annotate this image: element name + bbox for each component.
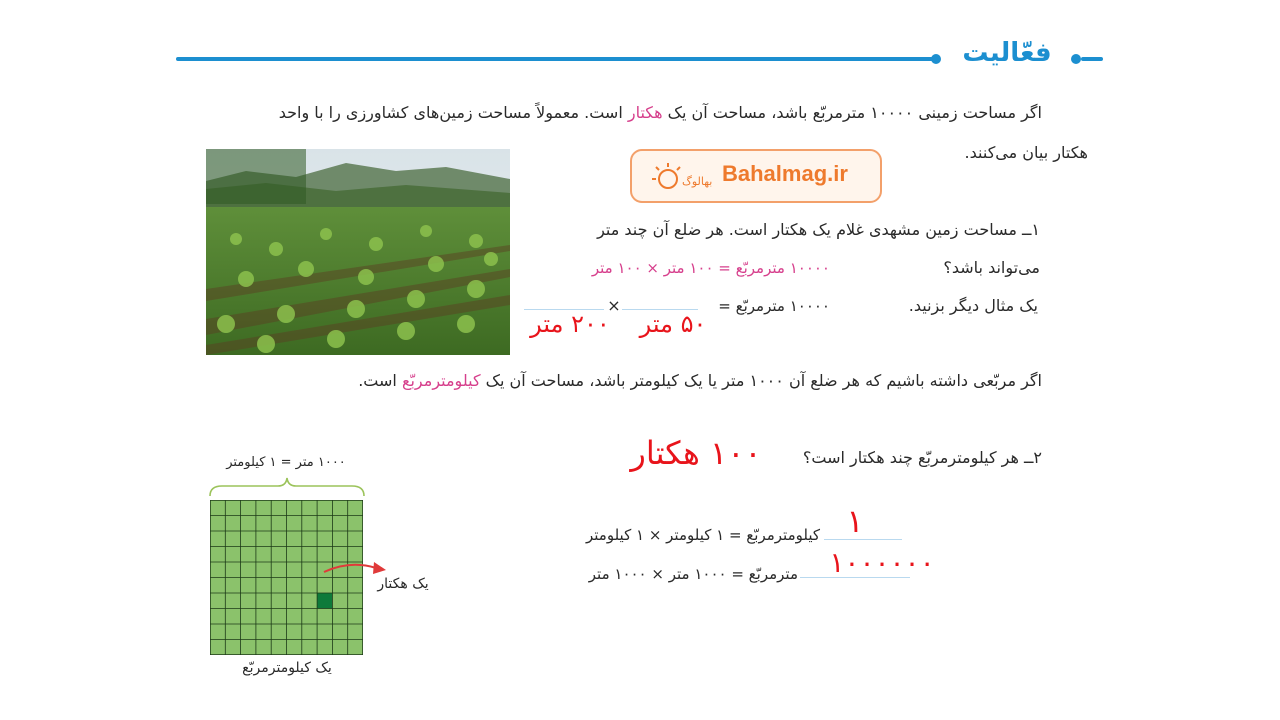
farm-field-photo xyxy=(206,149,510,355)
header-rule-tail xyxy=(1081,57,1103,61)
km-line-b: است. xyxy=(358,371,402,390)
watermark-badge xyxy=(630,149,882,203)
q2-equation-2: مترمربّع = ۱۰۰۰ متر × ۱۰۰۰ متر xyxy=(588,565,798,583)
header-dot-right xyxy=(1071,54,1081,64)
km-square-line xyxy=(330,369,1042,393)
q1-line-2: می‌تواند باشد؟ xyxy=(943,258,1040,277)
handwritten-answer-1: ۱ xyxy=(846,502,864,540)
intro-line-1-a: اگر مساحت زمینی ۱۰۰۰۰ مترمربّع باشد، مساحت آن یک xyxy=(662,103,1042,122)
handwritten-answer-1000000: ۱۰۰۰۰۰۰ xyxy=(829,546,935,579)
km-line-a: اگر مربّعی داشته باشیم که هر ضلع آن ۱۰۰۰ متر یا یک کیلومتر باشد، مساحت آن یک xyxy=(480,371,1042,390)
handwritten-answer-100-hectare: ۱۰۰ هکتار xyxy=(630,434,762,472)
q1-line-1: ۱ــ مساحت زمین مشهدی غلام یک هکتار است. هر ضلع آن چند متر xyxy=(597,220,1040,239)
header-rule xyxy=(176,57,934,61)
activity-title: فعّالیت xyxy=(962,38,1052,68)
grid-top-label: ۱۰۰۰ متر = ۱ کیلومتر xyxy=(226,455,346,470)
hectare-label: یک هکتار xyxy=(377,576,429,592)
grid-bottom-label: یک کیلومترمربّع xyxy=(242,660,332,676)
grid-top-brace xyxy=(208,476,366,498)
km-square-highlight: کیلومترمربّع xyxy=(401,371,481,390)
q2-equation-1: کیلومترمربّع = ۱ کیلومتر × ۱ کیلومتر xyxy=(585,526,820,544)
q1-line-3: یک مثال دیگر بزنید. xyxy=(908,296,1038,315)
handwritten-answer-200: ۲۰۰ متر xyxy=(530,310,610,338)
header-dot-left xyxy=(931,54,941,64)
intro-line-2: هکتار بیان می‌کنند. xyxy=(964,143,1088,162)
intro-line-1 xyxy=(204,101,1042,125)
watermark-logo-text: بهالوگ xyxy=(682,175,713,188)
handwritten-answer-50: ۵۰ متر xyxy=(639,310,707,338)
q1-sample-answer: ۱۰۰۰۰ مترمربّع = ۱۰۰ متر × ۱۰۰ متر xyxy=(591,259,830,277)
watermark-text: Bahalmag.ir xyxy=(722,161,848,186)
sun-logo-icon xyxy=(646,157,716,197)
q1-times-sign: × xyxy=(607,296,621,315)
q2-question: ۲ــ هر کیلومترمربّع چند هکتار است؟ xyxy=(802,448,1042,467)
hectare-highlight: هکتار xyxy=(627,103,663,122)
highlighted-hectare-cell xyxy=(317,593,332,609)
intro-line-1-b: است. معمولاً مساحت زمین‌های کشاورزی را با واحد xyxy=(278,103,628,122)
q1-equation-right: ۱۰۰۰۰ مترمربّع = xyxy=(718,297,830,315)
